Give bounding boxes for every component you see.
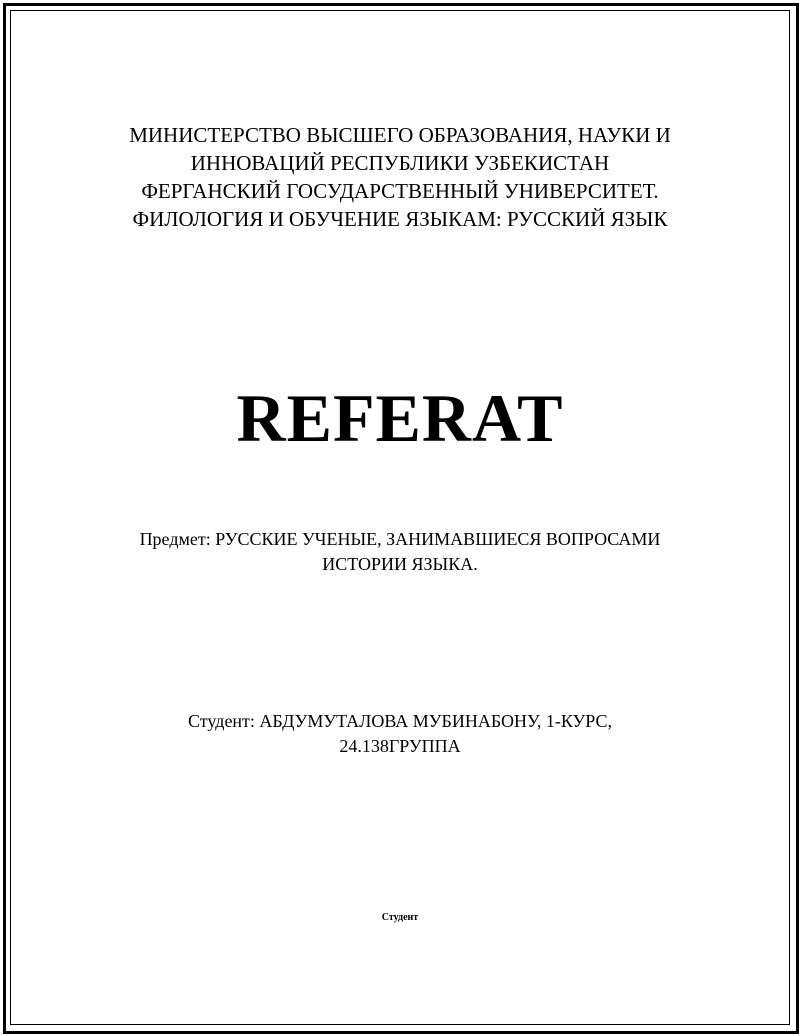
document-title: REFERAT xyxy=(236,380,564,456)
subject-block xyxy=(0,527,800,577)
student-line-2: 24.138ГРУППА xyxy=(339,736,461,756)
header-line-1: МИНИСТЕРСТВО ВЫСШЕГО ОБРАЗОВАНИЯ, НАУКИ И xyxy=(129,123,671,147)
student-block xyxy=(0,709,800,759)
subject-line-2: ИСТОРИИ ЯЗЫКА. xyxy=(322,554,478,574)
student-line-1: Студент: АБДУМУТАЛОВА МУБИНАБОНУ, 1-КУРС, xyxy=(188,711,612,731)
header-line-3: ФЕРГАНСКИЙ ГОСУДАРСТВЕННЫЙ УНИВЕРСИТЕТ. xyxy=(141,179,659,203)
header-line-4: ФИЛОЛОГИЯ И ОБУЧЕНИЕ ЯЗЫКАМ: РУССКИЙ ЯЗЫК xyxy=(132,207,668,231)
subject-line-1: Предмет: РУССКИЕ УЧЕНЫЕ, ЗАНИМАВШИЕСЯ ВОПРОСАМИ xyxy=(139,529,661,549)
header-line-2: ИННОВАЦИЙ РЕСПУБЛИКИ УЗБЕКИСТАН xyxy=(190,151,610,175)
institution-header xyxy=(0,121,800,233)
footer-label: Студент xyxy=(381,912,419,923)
